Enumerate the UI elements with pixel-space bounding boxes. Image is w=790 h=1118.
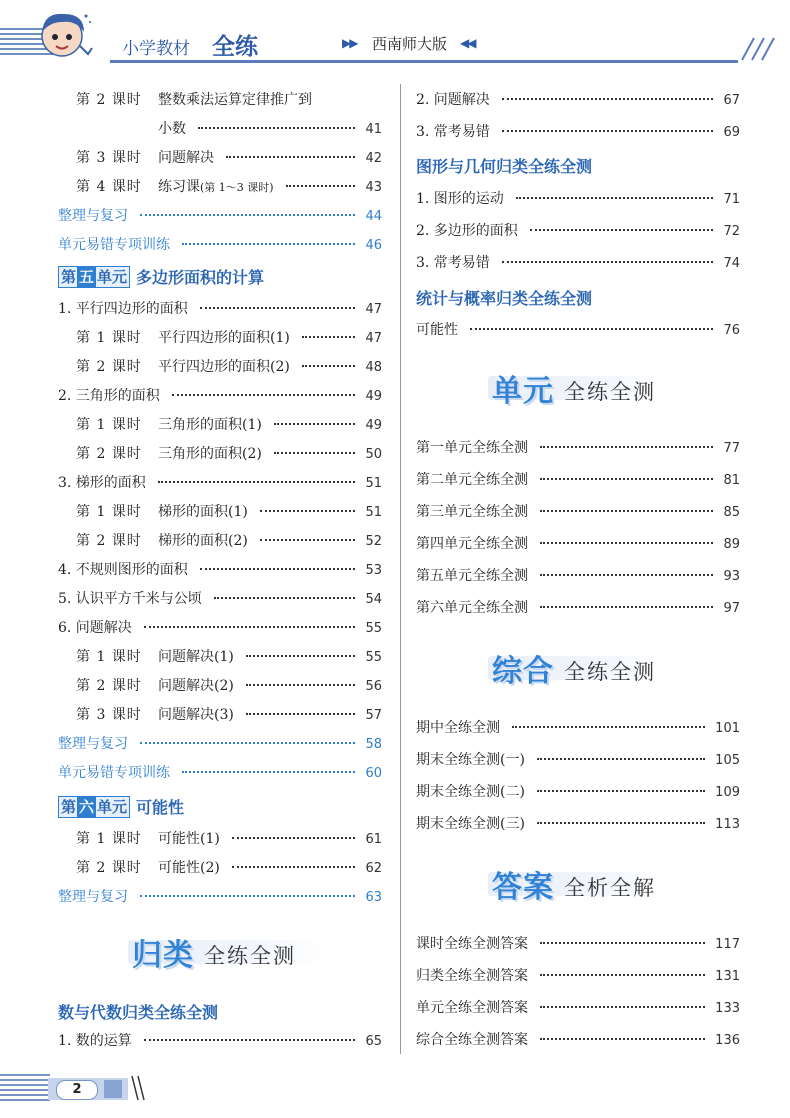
toc-row[interactable] bbox=[76, 502, 382, 522]
dot-leader bbox=[502, 98, 714, 100]
dot-leader bbox=[140, 742, 355, 744]
page-number: 74 bbox=[723, 256, 740, 271]
toc-label bbox=[58, 887, 128, 907]
toc-label bbox=[416, 934, 528, 954]
dot-leader bbox=[214, 597, 356, 599]
lesson-label: 第 3 课时 bbox=[76, 150, 142, 166]
page-number: 76 bbox=[723, 323, 740, 338]
page-number: 117 bbox=[715, 937, 740, 952]
dot-leader bbox=[260, 539, 356, 541]
page-number: 109 bbox=[715, 785, 740, 800]
lesson-label: 第 4 课时 bbox=[76, 179, 142, 195]
page-number: 52 bbox=[365, 534, 382, 549]
toc-label bbox=[76, 829, 220, 849]
toc-title: 4. 不规则图形的面积 bbox=[58, 562, 188, 578]
page-number: 72 bbox=[723, 224, 740, 239]
dot-leader bbox=[286, 185, 356, 187]
banner-big-text: 单元 bbox=[492, 374, 554, 409]
dot-leader bbox=[537, 758, 705, 760]
toc-row[interactable] bbox=[158, 119, 382, 139]
toc-row[interactable] bbox=[416, 566, 740, 586]
page-number-badge: 2 bbox=[56, 1080, 98, 1100]
dot-leader bbox=[302, 365, 356, 367]
toc-label bbox=[416, 502, 528, 522]
unit-heading[interactable] bbox=[58, 795, 184, 818]
dot-leader bbox=[540, 510, 713, 512]
toc-title: 3. 常考易错 bbox=[416, 124, 490, 140]
toc-title: 可能性(2) bbox=[158, 860, 220, 876]
toc-row[interactable] bbox=[416, 598, 740, 618]
dot-leader bbox=[232, 837, 356, 839]
toc-row[interactable] bbox=[416, 998, 740, 1018]
unit-badge bbox=[58, 266, 130, 288]
lesson-label: 第 2 课时 bbox=[76, 359, 142, 375]
arrow-left-icon: ◀◀ bbox=[460, 36, 475, 50]
toc-label bbox=[76, 444, 262, 464]
unit-title: 多边形面积的计算 bbox=[136, 268, 265, 287]
toc-label bbox=[58, 734, 128, 754]
toc-row[interactable] bbox=[416, 814, 740, 834]
lesson-label: 第 1 课时 bbox=[76, 330, 142, 346]
page-number: 49 bbox=[365, 389, 382, 404]
toc-label bbox=[416, 438, 528, 458]
dot-leader bbox=[537, 822, 705, 824]
lesson-label: 第 1 课时 bbox=[76, 417, 142, 433]
toc-title: 3. 梯形的面积 bbox=[58, 475, 146, 491]
banner-small-text: 全练全测 bbox=[204, 944, 296, 968]
page-number: 133 bbox=[715, 1001, 740, 1016]
page-number: 69 bbox=[723, 125, 740, 140]
page-number: 49 bbox=[365, 418, 382, 433]
page-number: 85 bbox=[723, 505, 740, 520]
toc-title: 第四单元全练全测 bbox=[416, 536, 528, 552]
dot-leader bbox=[502, 261, 714, 263]
toc-title: 整理与复习 bbox=[58, 208, 128, 224]
dot-leader bbox=[144, 1039, 356, 1041]
dot-leader bbox=[502, 130, 714, 132]
banner-daan bbox=[488, 862, 666, 906]
toc-row[interactable] bbox=[76, 328, 382, 348]
toc-label bbox=[416, 470, 528, 490]
toc-label bbox=[416, 221, 518, 241]
toc-row[interactable] bbox=[58, 618, 382, 638]
toc-row[interactable] bbox=[416, 534, 740, 554]
toc-label bbox=[58, 473, 146, 493]
toc-row[interactable] bbox=[58, 386, 382, 406]
toc-label bbox=[416, 814, 525, 834]
dot-leader bbox=[172, 394, 356, 396]
dot-leader bbox=[200, 568, 356, 570]
dot-leader bbox=[540, 446, 713, 448]
banner-zonghe bbox=[488, 646, 666, 690]
toc-label bbox=[416, 189, 504, 209]
dot-leader bbox=[200, 307, 356, 309]
toc-title: 问题解决(1) bbox=[158, 649, 234, 665]
toc-row[interactable] bbox=[58, 589, 382, 609]
toc-subtitle: (第 1～3 课时) bbox=[200, 181, 274, 194]
dot-leader bbox=[512, 726, 705, 728]
unit-badge-post: 单元 bbox=[97, 267, 128, 286]
toc-label bbox=[416, 966, 528, 986]
toc-title: 三角形的面积(2) bbox=[158, 446, 262, 462]
toc-row[interactable] bbox=[76, 676, 382, 696]
toc-row[interactable] bbox=[416, 221, 740, 241]
page-number: 62 bbox=[365, 861, 382, 876]
page-number: 41 bbox=[365, 122, 382, 137]
page-number: 77 bbox=[723, 441, 740, 456]
toc-label bbox=[76, 357, 290, 377]
page-number: 101 bbox=[715, 721, 740, 736]
category-heading: 图形与几何归类全练全测 bbox=[416, 157, 593, 176]
unit-badge-post: 单元 bbox=[97, 797, 128, 816]
toc-title: 3. 常考易错 bbox=[416, 255, 490, 271]
arrow-right-icon: ▶▶ bbox=[342, 36, 357, 50]
page-number: 51 bbox=[365, 476, 382, 491]
dot-leader bbox=[232, 866, 356, 868]
dot-leader bbox=[158, 481, 356, 483]
dot-leader bbox=[540, 974, 705, 976]
toc-title: 第五单元全练全测 bbox=[416, 568, 528, 584]
dot-leader bbox=[140, 214, 355, 216]
lesson-label: 第 2 课时 bbox=[76, 446, 142, 462]
toc-label bbox=[416, 750, 525, 770]
page-number: 48 bbox=[365, 360, 382, 375]
toc-title: 6. 问题解决 bbox=[58, 620, 132, 636]
toc-row[interactable] bbox=[76, 148, 382, 168]
footer-slash-icon bbox=[128, 1074, 152, 1102]
toc-title: 小数 bbox=[158, 121, 186, 137]
toc-title: 梯形的面积(1) bbox=[158, 504, 248, 520]
banner-small-text: 全练全测 bbox=[564, 380, 656, 404]
page-number: 71 bbox=[723, 192, 740, 207]
page-number: 56 bbox=[365, 679, 382, 694]
toc-label bbox=[76, 531, 248, 551]
lesson-label: 第 2 课时 bbox=[76, 678, 142, 694]
toc-label bbox=[76, 502, 248, 522]
lesson-label: 第 2 课时 bbox=[76, 860, 142, 876]
toc-row[interactable] bbox=[76, 858, 382, 878]
toc-row[interactable] bbox=[58, 206, 382, 226]
toc-row[interactable] bbox=[416, 718, 740, 738]
toc-label bbox=[416, 566, 528, 586]
toc-label bbox=[416, 122, 490, 142]
toc-row[interactable] bbox=[416, 253, 740, 273]
toc-label bbox=[416, 782, 525, 802]
dot-leader bbox=[540, 542, 713, 544]
page-number: 97 bbox=[723, 601, 740, 616]
toc-label bbox=[76, 676, 234, 696]
toc-title: 可能性 bbox=[416, 322, 458, 338]
dot-leader bbox=[182, 771, 355, 773]
dot-leader bbox=[530, 229, 714, 231]
page-number: 51 bbox=[365, 505, 382, 520]
lesson-label: 第 2 课时 bbox=[76, 92, 142, 108]
unit-badge-pre: 第 bbox=[61, 797, 77, 816]
page-number: 58 bbox=[365, 737, 382, 752]
toc-label bbox=[58, 386, 160, 406]
dot-leader bbox=[274, 452, 356, 454]
toc-title: 5. 认识平方千米与公顷 bbox=[58, 591, 202, 607]
toc-title: 第一单元全练全测 bbox=[416, 440, 528, 456]
unit-title: 可能性 bbox=[136, 798, 185, 817]
page-number: 81 bbox=[723, 473, 740, 488]
toc-row[interactable] bbox=[416, 966, 740, 986]
toc-row[interactable] bbox=[76, 647, 382, 667]
header-edition: 西南师大版 bbox=[372, 35, 448, 53]
unit-badge bbox=[58, 796, 130, 818]
toc-label bbox=[76, 328, 290, 348]
page-number: 47 bbox=[365, 302, 382, 317]
toc-title: 2. 问题解决 bbox=[416, 92, 490, 108]
toc-label bbox=[416, 534, 528, 554]
toc-row[interactable] bbox=[416, 1030, 740, 1050]
page-number: 55 bbox=[365, 621, 382, 636]
dot-leader bbox=[260, 510, 356, 512]
toc-label bbox=[58, 560, 188, 580]
page-number: 65 bbox=[365, 1034, 382, 1049]
toc-row[interactable] bbox=[416, 90, 740, 110]
page-number: 42 bbox=[365, 151, 382, 166]
toc-title: 梯形的面积(2) bbox=[158, 533, 248, 549]
toc-title: 问题解决(2) bbox=[158, 678, 234, 694]
toc-label bbox=[416, 998, 528, 1018]
toc-label bbox=[76, 647, 234, 667]
toc-title: 问题解决(3) bbox=[158, 707, 234, 723]
toc-row[interactable] bbox=[416, 934, 740, 954]
page-number: 60 bbox=[365, 766, 382, 781]
footer-square bbox=[104, 1080, 122, 1098]
dot-leader bbox=[537, 790, 705, 792]
toc-label bbox=[416, 90, 490, 110]
toc-row[interactable] bbox=[76, 829, 382, 849]
page-number: 54 bbox=[365, 592, 382, 607]
toc-row[interactable] bbox=[416, 320, 740, 340]
page-number: 136 bbox=[715, 1033, 740, 1048]
dot-leader bbox=[540, 606, 713, 608]
toc-row[interactable] bbox=[76, 90, 312, 110]
toc-row[interactable] bbox=[76, 705, 382, 725]
lesson-label: 第 2 课时 bbox=[76, 533, 142, 549]
toc-title: 1. 平行四边形的面积 bbox=[58, 301, 188, 317]
toc-title: 综合全练全测答案 bbox=[416, 1032, 528, 1048]
toc-row[interactable] bbox=[416, 782, 740, 802]
toc-title: 可能性(1) bbox=[158, 831, 220, 847]
page-number: 63 bbox=[365, 890, 382, 905]
toc-title: 整理与复习 bbox=[58, 889, 128, 905]
toc-row[interactable] bbox=[58, 734, 382, 754]
page-number: 67 bbox=[723, 93, 740, 108]
category-heading: 统计与概率归类全练全测 bbox=[416, 289, 593, 308]
page-number: 50 bbox=[365, 447, 382, 462]
toc-label bbox=[416, 1030, 528, 1050]
toc-title: 2. 三角形的面积 bbox=[58, 388, 160, 404]
dot-leader bbox=[246, 655, 356, 657]
toc-title: 单元全练全测答案 bbox=[416, 1000, 528, 1016]
banner-guilei bbox=[128, 930, 324, 974]
dot-leader bbox=[246, 713, 356, 715]
dot-leader bbox=[182, 243, 355, 245]
toc-title: 期末全练全测(三) bbox=[416, 816, 525, 832]
toc-title: 1. 数的运算 bbox=[58, 1033, 132, 1049]
page-number: 89 bbox=[723, 537, 740, 552]
toc-label bbox=[76, 858, 220, 878]
toc-title: 课时全练全测答案 bbox=[416, 936, 528, 952]
dot-leader bbox=[274, 423, 356, 425]
banner-small-text: 全练全测 bbox=[564, 660, 656, 684]
toc-row[interactable] bbox=[76, 444, 382, 464]
banner-big-text: 综合 bbox=[492, 654, 554, 689]
toc-title: 第六单元全练全测 bbox=[416, 600, 528, 616]
toc-label bbox=[58, 299, 188, 319]
dot-leader bbox=[540, 942, 705, 944]
header-deco-lines-icon bbox=[738, 36, 778, 62]
page-number: 44 bbox=[365, 209, 382, 224]
toc-title: 第三单元全练全测 bbox=[416, 504, 528, 520]
dot-leader bbox=[470, 328, 713, 330]
toc-row[interactable] bbox=[416, 750, 740, 770]
toc-row[interactable] bbox=[416, 438, 740, 458]
mascot-icon bbox=[32, 6, 94, 64]
toc-label bbox=[58, 618, 132, 638]
banner-big-text: 答案 bbox=[492, 870, 554, 905]
page-number: 53 bbox=[365, 563, 382, 578]
toc-row[interactable] bbox=[58, 473, 382, 493]
toc-row[interactable] bbox=[58, 235, 382, 255]
toc-row[interactable] bbox=[416, 122, 740, 142]
unit-badge-pre: 第 bbox=[61, 267, 77, 286]
dot-leader bbox=[540, 1006, 705, 1008]
toc-row[interactable] bbox=[76, 177, 382, 197]
toc-title: 问题解决 bbox=[158, 150, 214, 166]
toc-title: 期末全练全测(一) bbox=[416, 752, 525, 768]
lesson-label: 第 1 课时 bbox=[76, 504, 142, 520]
toc-label bbox=[58, 589, 202, 609]
page-number: 113 bbox=[715, 817, 740, 832]
lesson-label: 第 3 课时 bbox=[76, 707, 142, 723]
unit-badge-num: 五 bbox=[79, 267, 95, 286]
page-number: 43 bbox=[365, 180, 382, 195]
unit-heading[interactable] bbox=[58, 265, 264, 288]
dot-leader bbox=[516, 197, 714, 199]
toc-label bbox=[416, 253, 490, 273]
page-number: 57 bbox=[365, 708, 382, 723]
header-brand: 全练 bbox=[212, 34, 258, 60]
toc-title: 平行四边形的面积(2) bbox=[158, 359, 290, 375]
toc-row[interactable] bbox=[76, 357, 382, 377]
page-number: 93 bbox=[723, 569, 740, 584]
dot-leader bbox=[226, 156, 355, 158]
toc-row[interactable] bbox=[416, 189, 740, 209]
toc-row[interactable] bbox=[58, 1031, 382, 1051]
dot-leader bbox=[540, 478, 713, 480]
toc-row[interactable] bbox=[58, 299, 382, 319]
banner-big-text: 归类 bbox=[132, 938, 194, 973]
unit-badge-num: 六 bbox=[79, 797, 95, 816]
dot-leader bbox=[540, 574, 713, 576]
dot-leader bbox=[302, 336, 356, 338]
toc-row[interactable] bbox=[58, 763, 382, 783]
toc-row[interactable] bbox=[416, 502, 740, 522]
toc-title: 三角形的面积(1) bbox=[158, 417, 262, 433]
dot-leader bbox=[140, 895, 355, 897]
column-divider bbox=[400, 84, 401, 1054]
banner-danyuan bbox=[488, 366, 666, 410]
toc-title: 期中全练全测 bbox=[416, 720, 500, 736]
dot-leader bbox=[198, 127, 355, 129]
lesson-label: 第 1 课时 bbox=[76, 649, 142, 665]
toc-row[interactable] bbox=[58, 560, 382, 580]
page-number: 105 bbox=[715, 753, 740, 768]
lesson-label: 第 1 课时 bbox=[76, 831, 142, 847]
page-number: 55 bbox=[365, 650, 382, 665]
toc-title: 平行四边形的面积(1) bbox=[158, 330, 290, 346]
category-heading: 数与代数归类全练全测 bbox=[58, 1003, 219, 1022]
toc-title: 练习课 bbox=[158, 179, 200, 195]
toc-title: 整数乘法运算定律推广到 bbox=[158, 92, 312, 108]
toc-title: 归类全练全测答案 bbox=[416, 968, 528, 984]
page-number: 61 bbox=[365, 832, 382, 847]
toc-title: 单元易错专项训练 bbox=[58, 237, 170, 253]
toc-title: 2. 多边形的面积 bbox=[416, 223, 518, 239]
header-series: 小学教材 bbox=[122, 39, 190, 59]
toc-label bbox=[416, 320, 458, 340]
toc-label bbox=[58, 763, 170, 783]
toc-title: 期末全练全测(二) bbox=[416, 784, 525, 800]
toc-row[interactable] bbox=[416, 470, 740, 490]
dot-leader bbox=[246, 684, 356, 686]
dot-leader bbox=[540, 1038, 705, 1040]
toc-title: 第二单元全练全测 bbox=[416, 472, 528, 488]
toc-row[interactable] bbox=[76, 415, 382, 435]
dot-leader bbox=[144, 626, 356, 628]
page-number: 46 bbox=[365, 238, 382, 253]
footer-stripes bbox=[0, 1074, 50, 1102]
page-number: 131 bbox=[715, 969, 740, 984]
banner-small-text: 全析全解 bbox=[564, 876, 656, 900]
toc-title: 单元易错专项训练 bbox=[58, 765, 170, 781]
toc-row[interactable] bbox=[58, 887, 382, 907]
toc-label bbox=[416, 598, 528, 618]
toc-label bbox=[76, 705, 234, 725]
header-rule bbox=[110, 60, 738, 63]
page-number: 47 bbox=[365, 331, 382, 346]
toc-title: 1. 图形的运动 bbox=[416, 191, 504, 207]
toc-row[interactable] bbox=[76, 531, 382, 551]
toc-title: 整理与复习 bbox=[58, 736, 128, 752]
toc-label bbox=[76, 415, 262, 435]
toc-label bbox=[416, 718, 500, 738]
